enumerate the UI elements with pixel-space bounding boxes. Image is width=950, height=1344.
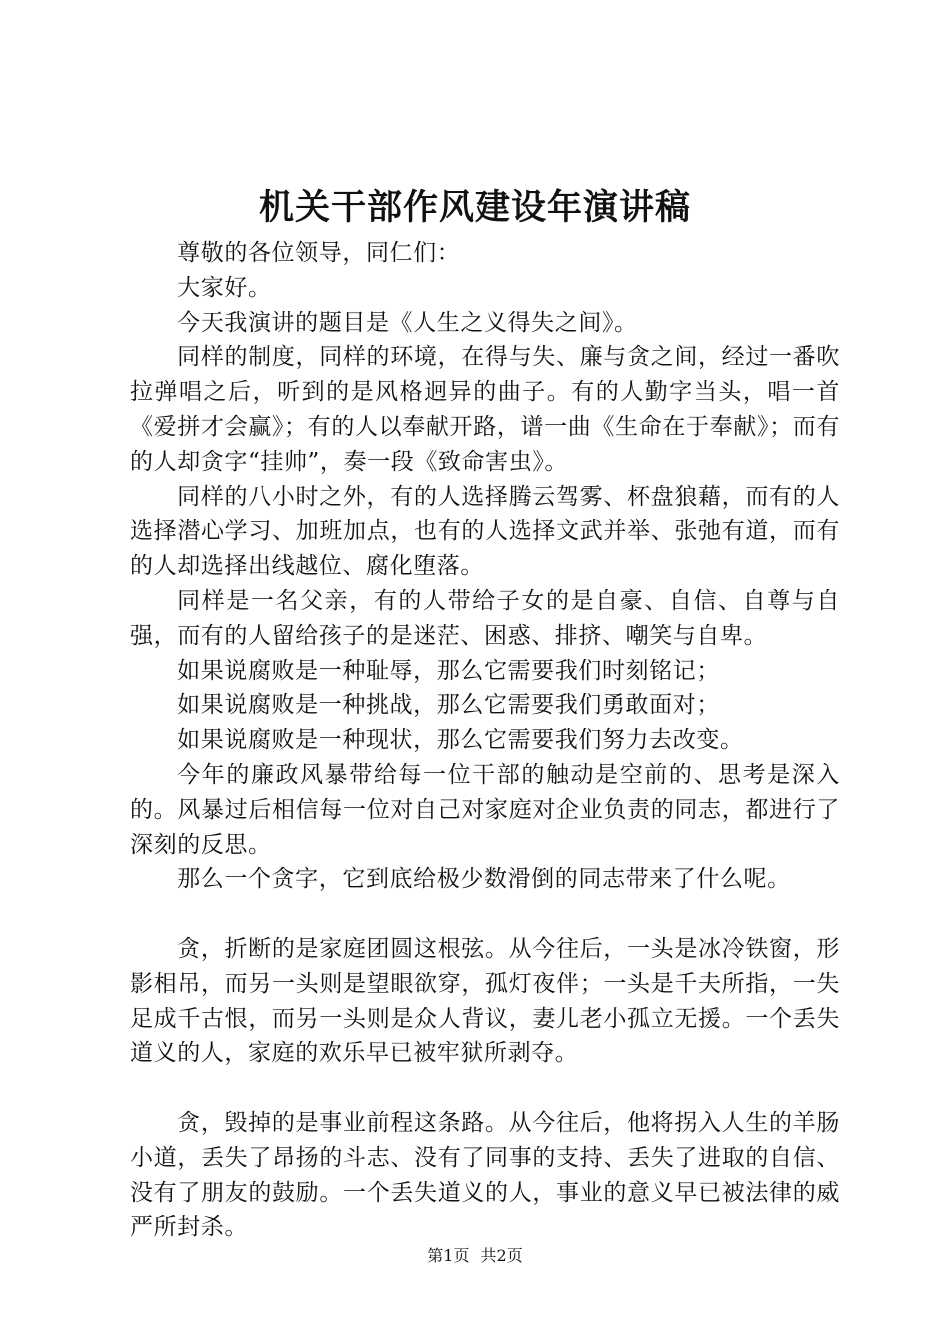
- paragraph-topic: 今天我演讲的题目是《人生之义得失之间》。: [177, 309, 638, 336]
- paragraph-career: 贪，毁掉的是事业前程这条路。从今往后，他将拐入人生的羊肠小道，丢失了昂扬的斗志、没有了同事的支持、丢失了进取的自信、没有了朋友的鼓励。一个丢失道义的人，事业的意义早已被法律的威严所封杀。: [130, 1109, 840, 1241]
- paragraph-after-hours: 同样的八小时之外，有的人选择腾云驾雾、杯盘狼藉，而有的人选择潜心学习、加班加点，也有的人选择文武并举、张弛有道，而有的人却选择出线越位、腐化堕落。: [130, 483, 840, 580]
- paragraph-question: 那么一个贪字，它到底给极少数滑倒的同志带来了什么呢。: [177, 866, 791, 893]
- paragraph-greeting: 大家好。: [177, 274, 272, 301]
- page-number: 第1页: [427, 1246, 470, 1265]
- paragraph-storm: 今年的廉政风暴带给每一位干部的触动是空前的、思考是深入的。风暴过后相信每一位对自己对家庭对企业负责的同志，都进行了深刻的反思。: [130, 761, 840, 858]
- document-body: [130, 236, 840, 1245]
- paragraph-corruption-status: 如果说腐败是一种现状，那么它需要我们努力去改变。: [177, 727, 744, 754]
- paragraph-same-system: 同样的制度，同样的环境，在得与失、廉与贪之间，经过一番吹拉弹唱之后，听到的是风格迥异的曲子。有的人勤字当头，唱一首《爱拼才会赢》；有的人以奉献开路，谱一曲《生命在于奉献》；而有的人却贪字“挂帅”，奏一段《致命害虫》。: [130, 344, 840, 475]
- paragraph-salutation: 尊敬的各位领导，同仁们：: [177, 240, 461, 266]
- page-footer: [0, 1244, 950, 1268]
- paragraph-corruption-shame: 如果说腐败是一种耻辱，那么它需要我们时刻铭记；: [177, 657, 720, 684]
- paragraph-family: 贪，折断的是家庭团圆这根弦。从今往后，一头是冰冷铁窗，形影相吊，而另一头则是望眼欲穿，孤灯夜伴；一头是千夫所指，一失足成千古恨，而另一头则是众人背议，妻儿老小孤立无援。一个丢失道义的人，家庭的欢乐早已被牢狱所剥夺。: [130, 935, 840, 1067]
- paragraph-father: 同样是一名父亲，有的人带给子女的是自豪、自信、自尊与自强，而有的人留给孩子的是迷茫、困惑、排挤、嘲笑与自卑。: [130, 587, 840, 649]
- paragraph-corruption-challenge: 如果说腐败是一种挑战，那么它需要我们勇敢面对；: [177, 692, 720, 719]
- document-title: 机关干部作风建设年演讲稿: [258, 187, 691, 228]
- page-total: 共2页: [480, 1246, 523, 1265]
